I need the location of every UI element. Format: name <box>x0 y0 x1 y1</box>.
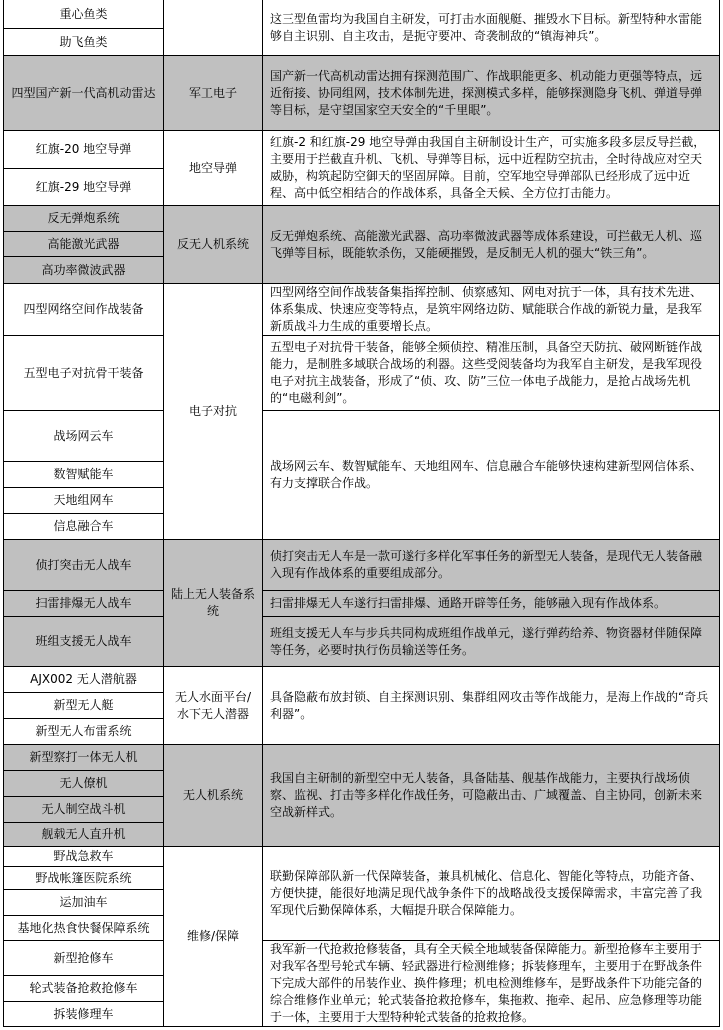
category-cell: 军工电子 <box>164 56 263 131</box>
table-row <box>4 745 720 771</box>
equipment-name: 新型抢修车 <box>4 941 164 976</box>
equipment-name: 重心鱼类 <box>4 0 164 29</box>
equipment-name: 四型网络空间作战装备 <box>4 284 164 336</box>
equipment-name: 班组支援无人战车 <box>4 617 164 667</box>
table-row <box>4 667 720 693</box>
description-cell: 这三型鱼雷均为我国自主研发，可打击水面舰艇、摧毁水下目标。新型特种水雷能够自主识别、自主攻击，是扼守要冲、奇袭制敌的“镇海神兵”。 <box>263 0 720 56</box>
equipment-name: 新型察打一体无人机 <box>4 745 164 771</box>
equipment-name: 野战帐篷医院系统 <box>4 867 164 890</box>
category-cell: 陆上无人装备系统 <box>164 540 263 667</box>
equipment-name: 无人制空战斗机 <box>4 797 164 823</box>
equipment-name: 轮式装备抢救抢修车 <box>4 976 164 1002</box>
category-cell: 反无人机系统 <box>164 206 263 284</box>
equipment-name: 战场网云车 <box>4 411 164 462</box>
description-cell: 国产新一代高机动雷达拥有探测范围广、作战职能更多、机动能力更强等特点，远近衔接、协同组网，技术体制先进，探测模式多样，能够探测隐身飞机、弹道导弹等目标，是守望国家空天安全的“千里眼”。 <box>263 56 720 131</box>
equipment-name: 数智赋能车 <box>4 462 164 488</box>
table-row <box>4 591 720 617</box>
description-cell: 反无弹炮系统、高能激光武器、高功率微波武器等成体系建设，可拦截无人机、巡飞弹等目标，既能软杀伤，又能硬摧毁，是反制无人机的强大“铁三角”。 <box>263 206 720 284</box>
table-row <box>4 847 720 867</box>
table-row <box>4 336 720 411</box>
category-cell: 电子对抗 <box>164 284 263 540</box>
equipment-name: 红旗-20 地空导弹 <box>4 131 164 169</box>
description-cell: 侦打突击无人车是一款可遂行多样化军事任务的新型无人装备，是现代无人装备融入现有作战体系的重要组成部分。 <box>263 540 720 591</box>
equipment-name: 拆装修理车 <box>4 1002 164 1027</box>
equipment-name: 无人僚机 <box>4 771 164 797</box>
table-row <box>4 56 720 131</box>
description-cell: 联勤保障部队新一代保障装备，兼具机械化、信息化、智能化等特点，功能齐备、方便快捷，能很好地满足现代战争条件下的战略战役支援保障需求，丰富完善了我军现代后勤保障体系，大幅提升联合保障能力。 <box>263 847 720 941</box>
equipment-name: 信息融合车 <box>4 514 164 540</box>
description-cell: 战场网云车、数智赋能车、天地组网车、信息融合车能够快速构建新型网信体系、有力支撑联合作战。 <box>263 411 720 540</box>
description-cell: 红旗-2 和红旗-29 地空导弹由我国自主研制设计生产，可实施多段多层反导拦截，主要用于拦截直升机、飞机、导弹等目标，远中近程防空抗击，全时待战应对空天威胁，构筑起防空御天的坚固屏障。目前，空军地空导弹部队已经形成了远中近程、高中低空相结合的作战体系，具备全天候、全方位打击能力。 <box>263 131 720 206</box>
table-row <box>4 131 720 169</box>
equipment-name: 侦打突击无人战车 <box>4 540 164 591</box>
category-cell <box>164 0 263 56</box>
equipment-name: 助飞鱼类 <box>4 29 164 56</box>
equipment-name: 扫雷排爆无人战车 <box>4 591 164 617</box>
description-cell: 具备隐蔽布放封锁、自主探测识别、集群组网攻击等作战能力，是海上作战的“奇兵利器”。 <box>263 667 720 745</box>
equipment-name: 红旗-29 地空导弹 <box>4 169 164 206</box>
table-row <box>4 0 720 29</box>
description-cell: 我国自主研制的新型空中无人装备，具备陆基、舰基作战能力，主要执行战场侦察、监视、打击等多样化作战任务，可隐蔽出击、广域覆盖、自主协同，创新未来空战新样式。 <box>263 745 720 847</box>
category-cell: 无人机系统 <box>164 745 263 847</box>
equipment-name: 天地组网车 <box>4 488 164 514</box>
table-row <box>4 941 720 976</box>
table-row <box>4 206 720 232</box>
description-cell: 班组支援无人车与步兵共同构成班组作战单元，遂行弹药给养、物资器材伴随保障等任务，必要时执行伤员输送等任务。 <box>263 617 720 667</box>
equipment-name: AJX002 无人潜航器 <box>4 667 164 693</box>
equipment-name: 五型电子对抗骨干装备 <box>4 336 164 411</box>
equipment-name: 高能激光武器 <box>4 232 164 257</box>
equipment-table <box>3 0 720 1027</box>
equipment-name: 舰载无人直升机 <box>4 823 164 847</box>
equipment-name: 新型无人布雷系统 <box>4 719 164 745</box>
description-cell: 扫雷排爆无人车遂行扫雷排爆、通路开辟等任务，能够融入现有作战体系。 <box>263 591 720 617</box>
table-row <box>4 284 720 336</box>
equipment-name: 野战急救车 <box>4 847 164 867</box>
table-row <box>4 617 720 667</box>
category-cell: 无人水面平台/水下无人潜器 <box>164 667 263 745</box>
equipment-name: 基地化热食快餐保障系统 <box>4 916 164 941</box>
description-cell: 我军新一代抢救抢修装备，具有全天候全地域装备保障能力。新型抢修车主要用于对我军各型号轮式车辆、轻武器进行检测维修；拆装修理车，主要用于在野战条件下完成大部件的吊装作业、换件修理；机电检测维修车，是野战条件下功能完备的综合维修作业单元；轮式装备抢救抢修车，集拖救、拖牵、起吊、应急修理等功能于一体，主要用于大型特种轮式装备的抢救抢修。 <box>263 941 720 1027</box>
table-row <box>4 411 720 462</box>
category-cell: 地空导弹 <box>164 131 263 206</box>
description-cell: 五型电子对抗骨干装备，能够全频侦控、精准压制，具备空天防抗、破网断链作战能力，是制胜多域联合战场的利器。这些受阅装备均为我军自主研发，是我军现役电子对抗主战装备，形成了“侦、攻、防”三位一体电子战能力，是抢占战场先机的“电磁利剑”。 <box>263 336 720 411</box>
equipment-name: 四型国产新一代高机动雷达 <box>4 56 164 131</box>
equipment-name: 新型无人艇 <box>4 693 164 719</box>
description-cell: 四型网络空间作战装备集指挥控制、侦察感知、网电对抗于一体，具有技术先进、体系集成、快速应变等特点，是筑牢网络边防、赋能联合作战的新锐力量，是我军新质战斗力生成的重要增长点。 <box>263 284 720 336</box>
category-cell: 维修/保障 <box>164 847 263 1027</box>
equipment-name: 高功率微波武器 <box>4 257 164 284</box>
equipment-name: 反无弹炮系统 <box>4 206 164 232</box>
equipment-name: 运加油车 <box>4 890 164 916</box>
table-row <box>4 540 720 591</box>
